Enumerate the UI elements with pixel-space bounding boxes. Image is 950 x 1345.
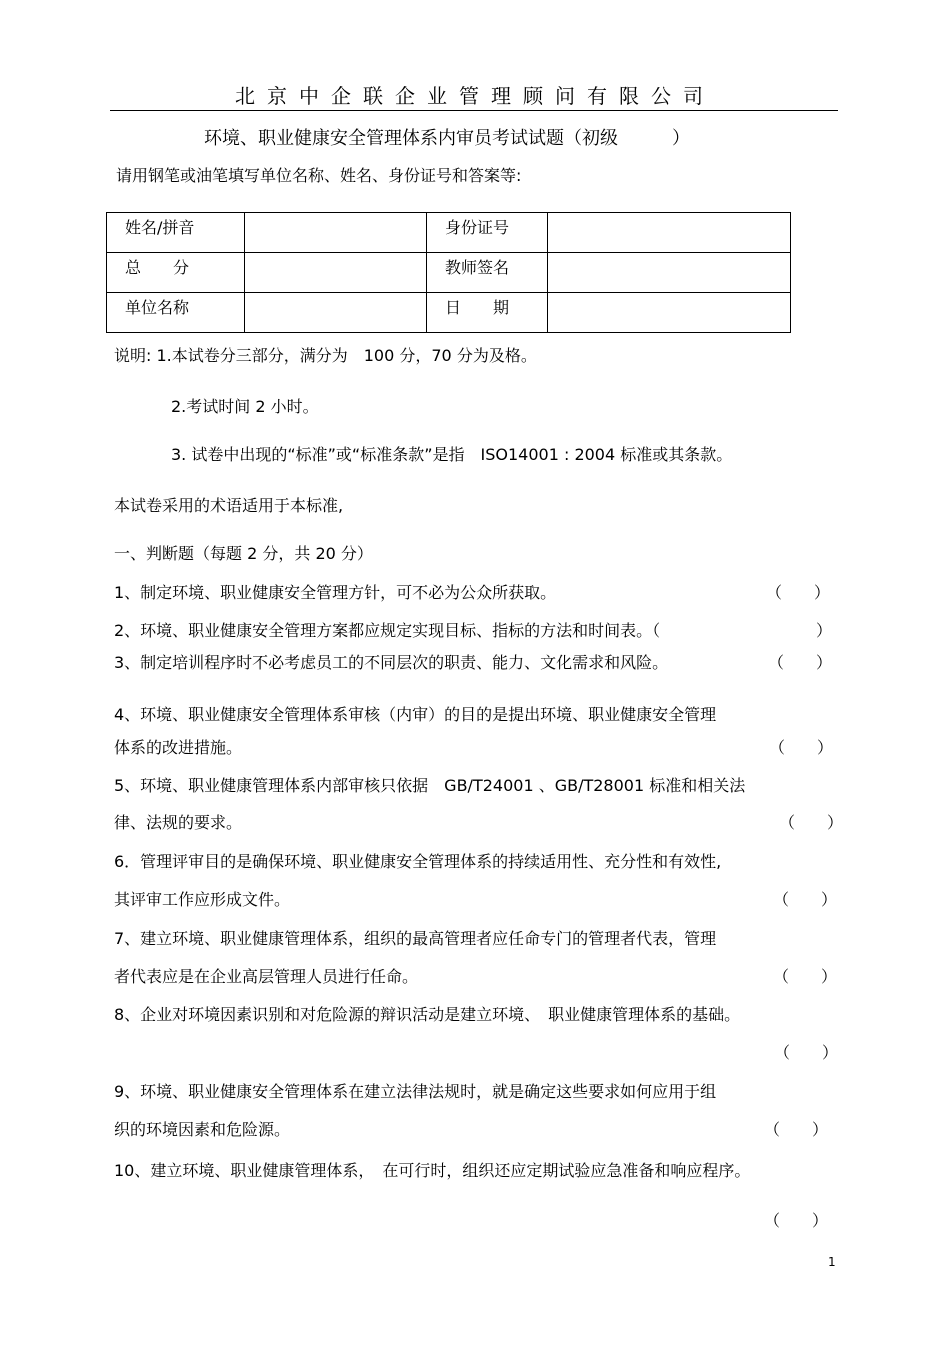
section-heading: 一、判断题（每题 2 分，共 20 分） (114, 544, 373, 563)
table-row (107, 253, 791, 293)
candidate-info-table (106, 212, 791, 333)
answer-blank-10[interactable]: （ ） (764, 1211, 829, 1230)
answer-blank-3[interactable]: （ ） (768, 653, 833, 672)
answer-blank-4[interactable]: （ ） (769, 738, 834, 757)
question-8: 8、企业对环境因素识别和对危险源的辩识活动是建立环境、 职业健康管理体系的基础。 (114, 1005, 741, 1024)
question-1: 1、制定环境、职业健康安全管理方针，可不必为公众所获取。 (114, 583, 557, 602)
table-row (107, 213, 791, 253)
note-4: 本试卷采用的术语适用于本标准, (114, 496, 344, 515)
question-4: 4、环境、职业健康安全管理体系审核（内审）的目的是提出环境、职业健康安全管理 (114, 705, 717, 724)
question-9-cont: 织的环境因素和危险源。 (114, 1120, 291, 1139)
organization-field[interactable] (245, 293, 427, 333)
teacher-signature-label: 教师签名 (426, 253, 547, 293)
fill-instruction: 请用钢笔或油笔填写单位名称、姓名、身份证号和答案等: (116, 166, 522, 185)
total-score-field[interactable] (245, 253, 427, 293)
question-7-cont: 者代表应是在企业高层管理人员进行任命。 (114, 967, 419, 986)
question-6: 6．管理评审目的是确保环境、职业健康安全管理体系的持续适用性、充分性和有效性, (114, 852, 722, 871)
question-3: 3、制定培训程序时不必考虑员工的不同层次的职责、能力、文化需求和风险。 (114, 653, 669, 672)
note-1: 说明: 1.本试卷分三部分，满分为 100 分，70 分为及格。 (114, 346, 537, 365)
page-number: 1 (828, 1255, 836, 1269)
total-score-label: 总 分 (107, 253, 245, 293)
question-10: 10、建立环境、职业健康管理体系， 在可行时，组织还应定期试验应急准备和响应程序。 (114, 1161, 751, 1180)
question-6-cont: 其评审工作应形成文件。 (114, 890, 291, 909)
note-2: 2.考试时间 2 小时。 (171, 397, 319, 416)
answer-blank-2-close[interactable]: ） (816, 621, 833, 640)
answer-blank-7[interactable]: （ ） (773, 967, 838, 986)
answer-blank-8[interactable]: （ ） (774, 1043, 839, 1062)
table-row (107, 293, 791, 333)
question-5: 5、环境、职业健康管理体系内部审核只依据 GB/T24001 、GB/T28001 标准和相关法 (114, 776, 746, 795)
id-number-label: 身份证号 (426, 213, 547, 253)
teacher-signature-field[interactable] (548, 253, 791, 293)
answer-blank-1[interactable]: （ ） (766, 583, 831, 602)
note-3: 3. 试卷中出现的“标准”或“标准条款”是指 ISO14001 : 2004 标准或其条款。 (171, 445, 733, 464)
exam-title: 环境、职业健康安全管理体系内审员考试试题（初级 ） (204, 128, 690, 149)
question-5-cont: 律、法规的要求。 (114, 813, 243, 832)
answer-blank-5[interactable]: （ ） (779, 813, 844, 832)
answer-blank-6[interactable]: （ ） (773, 890, 838, 909)
question-4-cont: 体系的改进措施。 (114, 738, 243, 757)
id-number-field[interactable] (548, 213, 791, 253)
answer-blank-9[interactable]: （ ） (764, 1120, 829, 1139)
question-9: 9、环境、职业健康安全管理体系在建立法律法规时，就是确定这些要求如何应用于组 (114, 1082, 717, 1101)
header-divider (110, 110, 838, 111)
question-2: 2、环境、职业健康安全管理方案都应规定实现目标、指标的方法和时间表。（ (114, 621, 661, 640)
date-label: 日 期 (426, 293, 547, 333)
question-7: 7、建立环境、职业健康管理体系，组织的最高管理者应任命专门的管理者代表，管理 (114, 929, 717, 948)
date-field[interactable] (548, 293, 791, 333)
company-header: 北京中企联企业管理顾问有限公司 (235, 84, 715, 108)
name-label: 姓名/拼音 (107, 213, 245, 253)
name-field[interactable] (245, 213, 427, 253)
organization-label: 单位名称 (107, 293, 245, 333)
